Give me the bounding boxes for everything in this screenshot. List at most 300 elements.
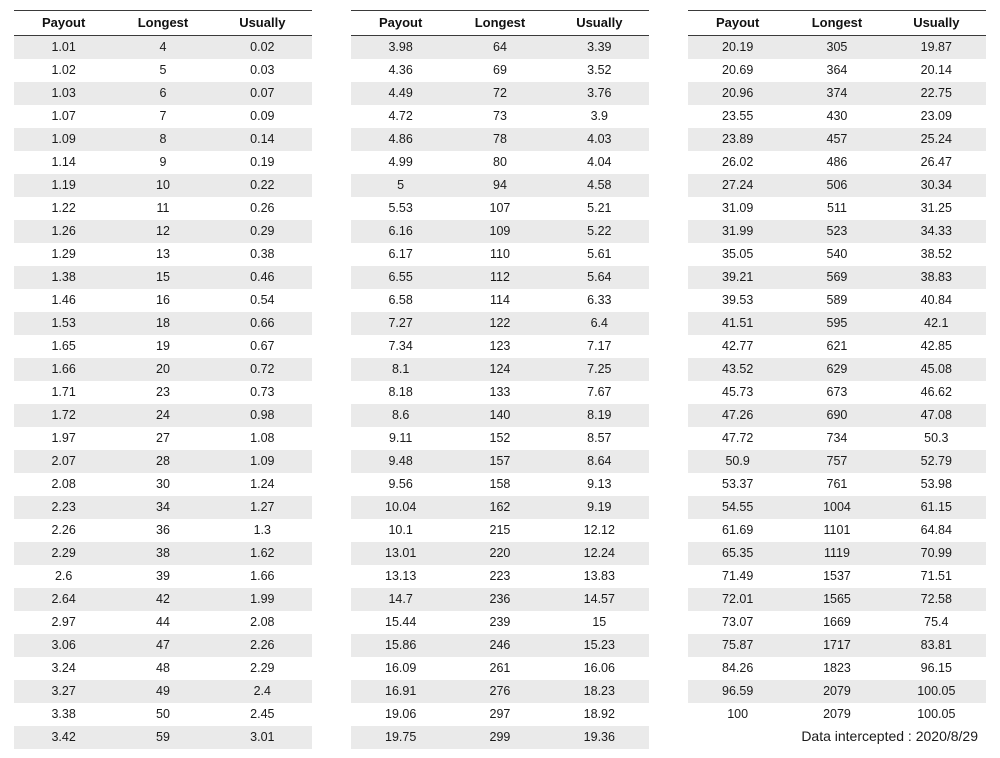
table-row [14, 289, 312, 312]
cell-payout: 54.55 [688, 496, 787, 519]
table-row [688, 151, 986, 174]
cell-usually: 1.3 [213, 519, 312, 542]
table-row [351, 496, 649, 519]
table-row [688, 105, 986, 128]
table-row [14, 680, 312, 703]
cell-usually: 2.45 [213, 703, 312, 726]
cell-payout: 7.34 [351, 335, 450, 358]
cell-payout: 15.44 [351, 611, 450, 634]
cell-payout: 3.42 [14, 726, 113, 749]
cell-usually: 0.38 [213, 243, 312, 266]
cell-usually: 38.52 [887, 243, 986, 266]
cell-payout: 6.17 [351, 243, 450, 266]
cell-longest: 12 [113, 220, 212, 243]
cell-usually: 0.09 [213, 105, 312, 128]
cell-payout: 6.55 [351, 266, 450, 289]
cell-usually: 26.47 [887, 151, 986, 174]
cell-longest: 569 [787, 266, 886, 289]
cell-payout: 6.16 [351, 220, 450, 243]
cell-usually: 12.24 [550, 542, 649, 565]
table-row [14, 266, 312, 289]
cell-longest: 140 [450, 404, 549, 427]
cell-longest: 42 [113, 588, 212, 611]
payout-table-right [688, 10, 986, 726]
cell-usually: 15.23 [550, 634, 649, 657]
table-row [688, 588, 986, 611]
cell-longest: 19 [113, 335, 212, 358]
table-row [688, 680, 986, 703]
table-row [351, 59, 649, 82]
table-row [351, 565, 649, 588]
cell-longest: 511 [787, 197, 886, 220]
cell-longest: 123 [450, 335, 549, 358]
table-row [14, 220, 312, 243]
cell-payout: 1.46 [14, 289, 113, 312]
cell-payout: 6.58 [351, 289, 450, 312]
cell-usually: 6.4 [550, 312, 649, 335]
cell-usually: 5.64 [550, 266, 649, 289]
table-row [351, 450, 649, 473]
table-row [14, 473, 312, 496]
cell-longest: 38 [113, 542, 212, 565]
cell-usually: 0.29 [213, 220, 312, 243]
cell-payout: 19.75 [351, 726, 450, 749]
cell-payout: 1.97 [14, 427, 113, 450]
cell-usually: 53.98 [887, 473, 986, 496]
cell-payout: 42.77 [688, 335, 787, 358]
header-row [688, 11, 986, 36]
cell-longest: 124 [450, 358, 549, 381]
cell-longest: 673 [787, 381, 886, 404]
cell-usually: 8.19 [550, 404, 649, 427]
column-header-payout: Payout [351, 11, 450, 36]
cell-payout: 73.07 [688, 611, 787, 634]
cell-payout: 26.02 [688, 151, 787, 174]
table-middle-wrapper [351, 10, 649, 749]
cell-payout: 1.29 [14, 243, 113, 266]
table-row [351, 588, 649, 611]
cell-longest: 28 [113, 450, 212, 473]
table-row [14, 105, 312, 128]
table-row [14, 151, 312, 174]
table-row [688, 565, 986, 588]
table-row [351, 128, 649, 151]
header-row [14, 11, 312, 36]
cell-usually: 8.57 [550, 427, 649, 450]
cell-payout: 8.6 [351, 404, 450, 427]
column-header-usually: Usually [550, 11, 649, 36]
cell-payout: 31.09 [688, 197, 787, 220]
column-header-longest: Longest [113, 11, 212, 36]
cell-payout: 39.21 [688, 266, 787, 289]
cell-longest: 49 [113, 680, 212, 703]
cell-payout: 4.36 [351, 59, 450, 82]
cell-usually: 7.25 [550, 358, 649, 381]
table-row [351, 174, 649, 197]
cell-usually: 0.73 [213, 381, 312, 404]
cell-usually: 30.34 [887, 174, 986, 197]
cell-longest: 27 [113, 427, 212, 450]
cell-longest: 374 [787, 82, 886, 105]
cell-longest: 24 [113, 404, 212, 427]
cell-payout: 20.69 [688, 59, 787, 82]
cell-longest: 690 [787, 404, 886, 427]
table-row [14, 657, 312, 680]
cell-payout: 31.99 [688, 220, 787, 243]
cell-usually: 100.05 [887, 703, 986, 726]
cell-payout: 47.72 [688, 427, 787, 450]
cell-payout: 1.01 [14, 36, 113, 60]
cell-payout: 100 [688, 703, 787, 726]
cell-payout: 2.64 [14, 588, 113, 611]
cell-usually: 1.99 [213, 588, 312, 611]
table-row [14, 335, 312, 358]
cell-longest: 1537 [787, 565, 886, 588]
table-row [351, 611, 649, 634]
cell-usually: 38.83 [887, 266, 986, 289]
table-row [14, 128, 312, 151]
cell-longest: 109 [450, 220, 549, 243]
table-row [14, 243, 312, 266]
table-row [688, 657, 986, 680]
cell-payout: 8.18 [351, 381, 450, 404]
cell-usually: 22.75 [887, 82, 986, 105]
cell-payout: 16.09 [351, 657, 450, 680]
table-row [688, 312, 986, 335]
cell-payout: 1.72 [14, 404, 113, 427]
cell-payout: 1.07 [14, 105, 113, 128]
table-body-middle [351, 36, 649, 750]
cell-longest: 15 [113, 266, 212, 289]
cell-longest: 1004 [787, 496, 886, 519]
table-row [688, 450, 986, 473]
cell-payout: 1.03 [14, 82, 113, 105]
table-row [351, 634, 649, 657]
tables-container [14, 10, 986, 749]
cell-payout: 1.71 [14, 381, 113, 404]
cell-payout: 16.91 [351, 680, 450, 703]
cell-longest: 276 [450, 680, 549, 703]
table-row [14, 634, 312, 657]
cell-payout: 10.04 [351, 496, 450, 519]
cell-longest: 305 [787, 36, 886, 60]
cell-longest: 215 [450, 519, 549, 542]
cell-longest: 34 [113, 496, 212, 519]
table-row [688, 381, 986, 404]
cell-longest: 621 [787, 335, 886, 358]
cell-longest: 523 [787, 220, 886, 243]
cell-usually: 4.03 [550, 128, 649, 151]
cell-longest: 18 [113, 312, 212, 335]
cell-longest: 114 [450, 289, 549, 312]
table-row [351, 335, 649, 358]
cell-usually: 18.23 [550, 680, 649, 703]
table-row [688, 36, 986, 60]
cell-longest: 223 [450, 565, 549, 588]
cell-payout: 23.55 [688, 105, 787, 128]
table-row [351, 197, 649, 220]
column-header-longest: Longest [787, 11, 886, 36]
table-row [14, 450, 312, 473]
cell-usually: 2.26 [213, 634, 312, 657]
cell-usually: 64.84 [887, 519, 986, 542]
table-row [688, 220, 986, 243]
cell-usually: 72.58 [887, 588, 986, 611]
cell-longest: 72 [450, 82, 549, 105]
column-header-usually: Usually [213, 11, 312, 36]
table-row [688, 519, 986, 542]
cell-payout: 3.98 [351, 36, 450, 60]
table-row [14, 427, 312, 450]
cell-payout: 23.89 [688, 128, 787, 151]
table-row [14, 174, 312, 197]
cell-payout: 9.56 [351, 473, 450, 496]
table-left-wrapper [14, 10, 312, 749]
cell-usually: 0.07 [213, 82, 312, 105]
cell-longest: 110 [450, 243, 549, 266]
cell-usually: 5.21 [550, 197, 649, 220]
cell-usually: 1.09 [213, 450, 312, 473]
cell-longest: 30 [113, 473, 212, 496]
cell-payout: 1.02 [14, 59, 113, 82]
cell-usually: 13.83 [550, 565, 649, 588]
cell-payout: 19.06 [351, 703, 450, 726]
cell-longest: 1669 [787, 611, 886, 634]
cell-longest: 78 [450, 128, 549, 151]
cell-longest: 10 [113, 174, 212, 197]
cell-longest: 299 [450, 726, 549, 749]
cell-usually: 2.08 [213, 611, 312, 634]
cell-longest: 297 [450, 703, 549, 726]
cell-usually: 9.13 [550, 473, 649, 496]
cell-usually: 16.06 [550, 657, 649, 680]
cell-usually: 42.85 [887, 335, 986, 358]
cell-longest: 589 [787, 289, 886, 312]
cell-payout: 14.7 [351, 588, 450, 611]
table-row [688, 335, 986, 358]
cell-longest: 1823 [787, 657, 886, 680]
cell-payout: 1.22 [14, 197, 113, 220]
cell-payout: 15.86 [351, 634, 450, 657]
cell-payout: 5.53 [351, 197, 450, 220]
header-row [351, 11, 649, 36]
data-intercepted-note: Data intercepted : 2020/8/29 [801, 728, 978, 744]
cell-longest: 50 [113, 703, 212, 726]
cell-longest: 112 [450, 266, 549, 289]
table-row [14, 611, 312, 634]
cell-usually: 0.22 [213, 174, 312, 197]
table-row [688, 427, 986, 450]
table-row [351, 151, 649, 174]
cell-usually: 7.17 [550, 335, 649, 358]
cell-payout: 20.96 [688, 82, 787, 105]
table-row [351, 220, 649, 243]
cell-usually: 40.84 [887, 289, 986, 312]
cell-payout: 71.49 [688, 565, 787, 588]
cell-payout: 1.14 [14, 151, 113, 174]
table-row [688, 404, 986, 427]
cell-payout: 3.06 [14, 634, 113, 657]
cell-usually: 70.99 [887, 542, 986, 565]
table-row [14, 312, 312, 335]
table-row [14, 496, 312, 519]
cell-payout: 50.9 [688, 450, 787, 473]
cell-payout: 8.1 [351, 358, 450, 381]
cell-longest: 1119 [787, 542, 886, 565]
cell-payout: 45.73 [688, 381, 787, 404]
table-row [14, 59, 312, 82]
table-row [14, 358, 312, 381]
cell-usually: 46.62 [887, 381, 986, 404]
cell-payout: 1.26 [14, 220, 113, 243]
cell-longest: 595 [787, 312, 886, 335]
cell-longest: 4 [113, 36, 212, 60]
table-row [14, 565, 312, 588]
cell-longest: 13 [113, 243, 212, 266]
cell-longest: 36 [113, 519, 212, 542]
table-row [351, 404, 649, 427]
cell-usually: 50.3 [887, 427, 986, 450]
cell-usually: 2.29 [213, 657, 312, 680]
cell-usually: 0.72 [213, 358, 312, 381]
cell-payout: 1.53 [14, 312, 113, 335]
cell-longest: 133 [450, 381, 549, 404]
cell-payout: 84.26 [688, 657, 787, 680]
cell-payout: 96.59 [688, 680, 787, 703]
cell-longest: 629 [787, 358, 886, 381]
cell-longest: 9 [113, 151, 212, 174]
cell-usually: 34.33 [887, 220, 986, 243]
cell-payout: 13.01 [351, 542, 450, 565]
cell-usually: 83.81 [887, 634, 986, 657]
cell-longest: 5 [113, 59, 212, 82]
cell-longest: 757 [787, 450, 886, 473]
cell-payout: 2.08 [14, 473, 113, 496]
cell-payout: 72.01 [688, 588, 787, 611]
table-row [14, 197, 312, 220]
table-row [351, 312, 649, 335]
cell-longest: 64 [450, 36, 549, 60]
cell-payout: 10.1 [351, 519, 450, 542]
cell-longest: 20 [113, 358, 212, 381]
cell-usually: 12.12 [550, 519, 649, 542]
cell-payout: 4.86 [351, 128, 450, 151]
table-row [688, 82, 986, 105]
table-row [351, 542, 649, 565]
table-row [351, 427, 649, 450]
cell-longest: 48 [113, 657, 212, 680]
cell-payout: 2.26 [14, 519, 113, 542]
table-row [688, 266, 986, 289]
cell-payout: 41.51 [688, 312, 787, 335]
cell-longest: 2079 [787, 680, 886, 703]
table-row [14, 36, 312, 60]
cell-longest: 44 [113, 611, 212, 634]
cell-longest: 157 [450, 450, 549, 473]
cell-usually: 6.33 [550, 289, 649, 312]
cell-payout: 1.09 [14, 128, 113, 151]
cell-payout: 2.07 [14, 450, 113, 473]
cell-longest: 158 [450, 473, 549, 496]
cell-usually: 0.02 [213, 36, 312, 60]
column-header-payout: Payout [14, 11, 113, 36]
table-row [351, 289, 649, 312]
cell-payout: 4.49 [351, 82, 450, 105]
table-row [688, 358, 986, 381]
cell-longest: 540 [787, 243, 886, 266]
cell-usually: 1.66 [213, 565, 312, 588]
cell-longest: 364 [787, 59, 886, 82]
cell-payout: 4.72 [351, 105, 450, 128]
cell-payout: 39.53 [688, 289, 787, 312]
cell-longest: 80 [450, 151, 549, 174]
cell-usually: 5.22 [550, 220, 649, 243]
table-row [351, 657, 649, 680]
cell-longest: 1565 [787, 588, 886, 611]
cell-payout: 3.38 [14, 703, 113, 726]
cell-payout: 3.24 [14, 657, 113, 680]
table-row [688, 473, 986, 496]
table-row [14, 82, 312, 105]
cell-payout: 9.11 [351, 427, 450, 450]
cell-usually: 47.08 [887, 404, 986, 427]
cell-longest: 734 [787, 427, 886, 450]
table-row [351, 473, 649, 496]
table-row [351, 726, 649, 749]
cell-usually: 45.08 [887, 358, 986, 381]
cell-longest: 7 [113, 105, 212, 128]
table-row [351, 105, 649, 128]
cell-longest: 6 [113, 82, 212, 105]
cell-payout: 1.38 [14, 266, 113, 289]
cell-usually: 1.27 [213, 496, 312, 519]
cell-usually: 19.36 [550, 726, 649, 749]
table-row [351, 358, 649, 381]
cell-usually: 52.79 [887, 450, 986, 473]
table-body-left [14, 36, 312, 750]
cell-usually: 0.26 [213, 197, 312, 220]
cell-usually: 23.09 [887, 105, 986, 128]
cell-longest: 39 [113, 565, 212, 588]
cell-longest: 152 [450, 427, 549, 450]
cell-payout: 27.24 [688, 174, 787, 197]
cell-usually: 2.4 [213, 680, 312, 703]
table-row [14, 588, 312, 611]
cell-usually: 8.64 [550, 450, 649, 473]
cell-longest: 430 [787, 105, 886, 128]
cell-payout: 13.13 [351, 565, 450, 588]
cell-usually: 1.08 [213, 427, 312, 450]
cell-usually: 9.19 [550, 496, 649, 519]
table-row [351, 243, 649, 266]
table-row [688, 128, 986, 151]
cell-longest: 59 [113, 726, 212, 749]
cell-usually: 75.4 [887, 611, 986, 634]
table-row [688, 634, 986, 657]
table-row [688, 243, 986, 266]
cell-longest: 69 [450, 59, 549, 82]
cell-longest: 162 [450, 496, 549, 519]
table-row [688, 542, 986, 565]
table-row [14, 519, 312, 542]
cell-longest: 261 [450, 657, 549, 680]
cell-payout: 43.52 [688, 358, 787, 381]
cell-longest: 457 [787, 128, 886, 151]
column-header-payout: Payout [688, 11, 787, 36]
cell-usually: 71.51 [887, 565, 986, 588]
cell-usually: 7.67 [550, 381, 649, 404]
cell-longest: 8 [113, 128, 212, 151]
